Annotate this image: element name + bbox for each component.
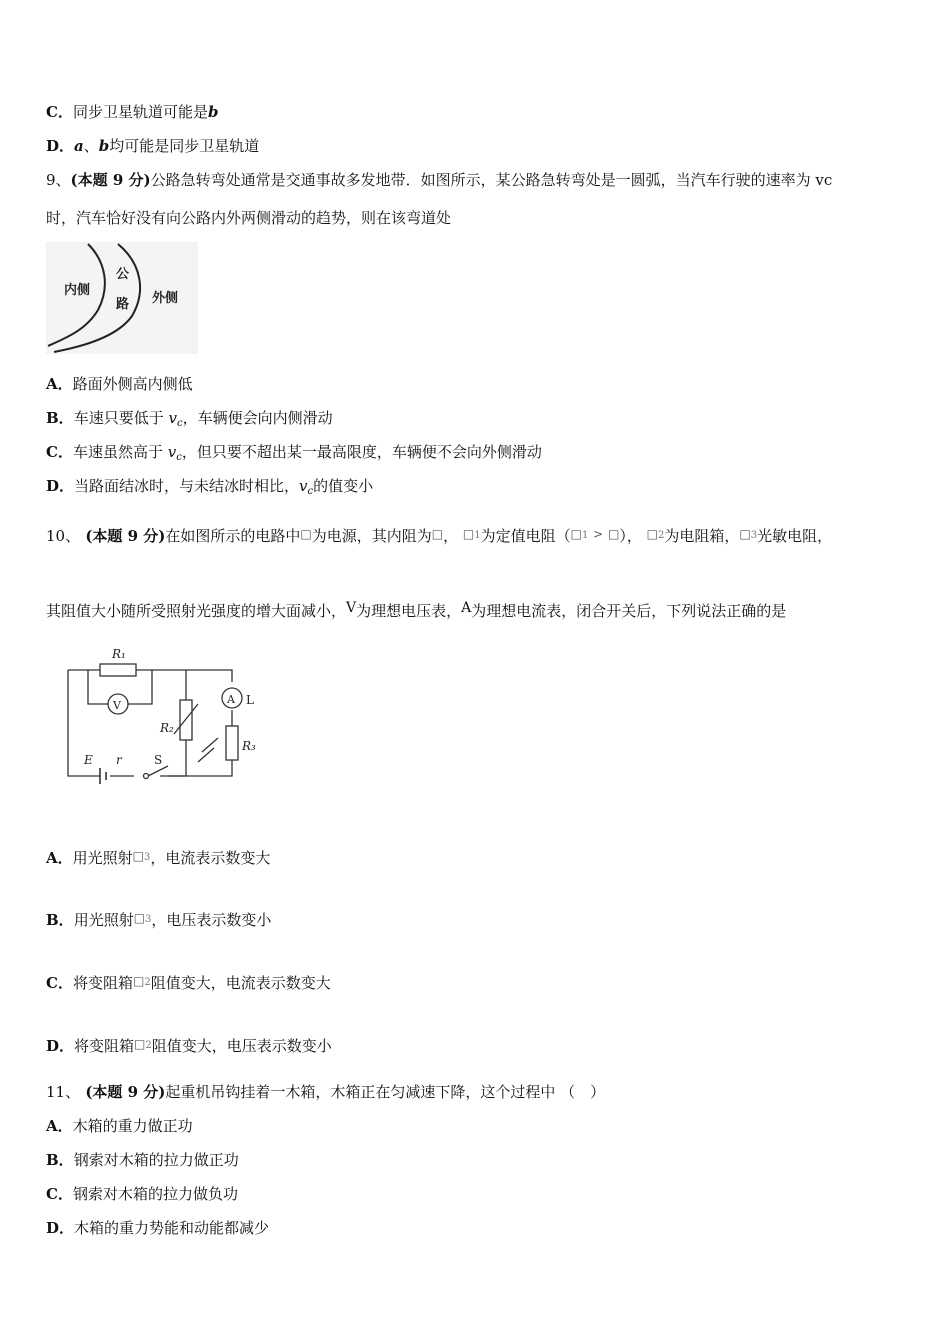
q11-option-b: B．钢索对木箱的拉力做正功 bbox=[46, 1151, 239, 1169]
light-arrows bbox=[198, 738, 218, 762]
q10-option-a: A．用光照射□3，电流表示数变大 bbox=[46, 849, 271, 867]
wire-v-right bbox=[128, 670, 152, 704]
option-d-prev: D．a、b均可能是同步卫星轨道 bbox=[46, 137, 260, 155]
label-v: V bbox=[113, 699, 121, 712]
road-curve-figure bbox=[46, 242, 198, 354]
inner-side-label: 内侧 bbox=[64, 283, 91, 298]
question-10-line2: 其阻值大小随所受照射光强度的增大面减小，V为理想电压表，A为理想电流表，闭合开关后，下列说法正确的是 bbox=[46, 600, 787, 620]
battery-symbol bbox=[100, 768, 106, 784]
q11-option-c: C．钢索对木箱的拉力做负功 bbox=[46, 1185, 238, 1203]
label-r: r bbox=[116, 753, 122, 767]
switch-blade bbox=[148, 766, 168, 776]
resistor-r1 bbox=[100, 664, 136, 676]
photoresistor-r3 bbox=[226, 726, 238, 760]
label-r3: R₃ bbox=[242, 739, 256, 753]
q10-option-c: C．将变阻箱□2阻值变大，电流表示数变大 bbox=[46, 974, 331, 992]
q9-option-d: D．当路面结冰时，与未结冰时相比，$v_c$的值变小 bbox=[46, 477, 374, 497]
q10-option-b: B．用光照射□3，电压表示数变小 bbox=[46, 911, 272, 929]
label-r1: R₁ bbox=[112, 647, 126, 661]
q11-option-a: A．木箱的重力做正功 bbox=[46, 1117, 193, 1135]
label-a: A bbox=[227, 693, 235, 706]
q9-option-a: A．路面外侧高内侧低 bbox=[46, 375, 193, 393]
wire-v-left bbox=[88, 670, 108, 704]
wire-top-right bbox=[136, 670, 232, 682]
switch-contact bbox=[144, 774, 149, 779]
question-9-line1: 9、(本题 9 分)公路急转弯处通常是交通事故多发地带．如图所示，某公路急转弯处是一圆弧，当汽车行驶的速率为 vc bbox=[46, 171, 833, 189]
q9-option-b: B．车速只要低于 $v_c$，车辆便会向内侧滑动 bbox=[46, 409, 333, 429]
question-9-line2: 时，汽车恰好没有向公路内外两侧滑动的趋势，则在该弯道处 bbox=[46, 209, 452, 227]
road-label-2: 路 bbox=[116, 297, 130, 312]
label-l: L bbox=[246, 693, 254, 707]
r2-arrow bbox=[174, 704, 198, 734]
road-label-1: 公 bbox=[116, 267, 130, 282]
label-r2: R₂ bbox=[160, 721, 174, 735]
circuit-diagram bbox=[62, 642, 262, 792]
label-s: S bbox=[154, 753, 163, 767]
question-10-line1: 10、 (本题 9 分)在如图所示的电路中□为电源，其内阻为□， □1为定值电阻（□1 > □）， □2为电阻箱，□3光敏电阻， bbox=[46, 527, 833, 545]
q10-option-d: D．将变阻箱□2阻值变大，电压表示数变小 bbox=[46, 1037, 332, 1055]
option-c-prev: C．同步卫星轨道可能是b bbox=[46, 103, 219, 121]
q11-option-d: D．木箱的重力势能和动能都减少 bbox=[46, 1219, 270, 1237]
wire-r3-bottom bbox=[160, 760, 232, 776]
label-e: E bbox=[84, 753, 93, 767]
q9-option-c: C．车速虽然高于 $v_c$，但只要不超出某一最高限度，车辆便不会向外侧滑动 bbox=[46, 443, 542, 463]
outer-side-label: 外侧 bbox=[152, 291, 179, 306]
question-11-line1: 11、 (本题 9 分)起重机吊钩挂着一木箱，木箱正在匀减速下降，这个过程中 （ ） bbox=[46, 1083, 606, 1101]
